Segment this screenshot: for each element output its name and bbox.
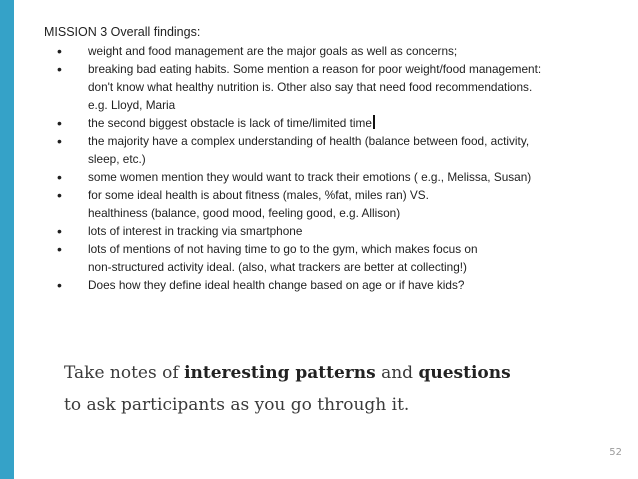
accent-bar (0, 0, 14, 479)
bullet-icon: • (57, 133, 62, 149)
finding-item (44, 132, 604, 168)
finding-line: healthiness (balance, good mood, feeling good, e.g. Allison) (88, 206, 401, 220)
finding-line: sleep, etc.) (88, 152, 146, 166)
takeaway-highlight: questions (418, 363, 511, 383)
finding-line: lots of mentions of not having time to go to the gym, which makes focus on (88, 242, 478, 256)
finding-item (44, 240, 604, 276)
text-cursor-icon (373, 115, 375, 129)
takeaway-part: and (375, 363, 419, 383)
bullet-icon: • (57, 61, 62, 77)
finding-line (88, 114, 604, 132)
bullet-icon: • (57, 43, 62, 59)
findings-document (44, 23, 604, 294)
findings-list (44, 42, 604, 294)
finding-line: don't know what healthy nutrition is. Other also say that need food recommendations. (88, 80, 533, 94)
finding-item (44, 60, 604, 114)
finding-item (44, 222, 604, 240)
finding-line: some women mention they would want to track their emotions ( e.g., Melissa, Susan) (88, 170, 532, 184)
bullet-icon: • (57, 169, 62, 185)
finding-line: weight and food management are the major goals as well as concerns; (88, 44, 458, 58)
finding-line: the majority have a complex understanding of health (balance between food, activity, (88, 134, 530, 148)
finding-line: lots of interest in tracking via smartphone (88, 224, 303, 238)
document-title: MISSION 3 Overall findings: (44, 25, 201, 39)
finding-item (44, 186, 604, 222)
finding-line: non-structured activity ideal. (also, what trackers are better at collecting!) (88, 260, 467, 274)
finding-item (44, 42, 604, 60)
finding-line: e.g. Lloyd, Maria (88, 98, 176, 112)
takeaway-part: Take notes of (64, 363, 185, 383)
finding-line: for some ideal health is about fitness (males, %fat, miles ran) VS. (88, 188, 429, 202)
finding-line: breaking bad eating habits. Some mention a reason for poor weight/food management: (88, 62, 542, 76)
finding-item (44, 114, 604, 132)
bullet-icon: • (57, 223, 62, 239)
page-number: 52 (609, 447, 622, 458)
bullet-icon: • (57, 115, 62, 131)
bullet-icon: • (57, 187, 62, 203)
finding-text: the second biggest obstacle is lack of time/limited time (88, 116, 372, 130)
finding-line: Does how they define ideal health change based on age or if have kids? (88, 278, 465, 292)
finding-item (44, 168, 604, 186)
bullet-icon: • (57, 277, 62, 293)
takeaway-highlight: interesting patterns (184, 363, 376, 383)
finding-item (44, 276, 604, 294)
bullet-icon: • (57, 241, 62, 257)
takeaway-line-2: to ask participants as you go through it. (64, 395, 410, 415)
takeaway-text (64, 357, 604, 421)
